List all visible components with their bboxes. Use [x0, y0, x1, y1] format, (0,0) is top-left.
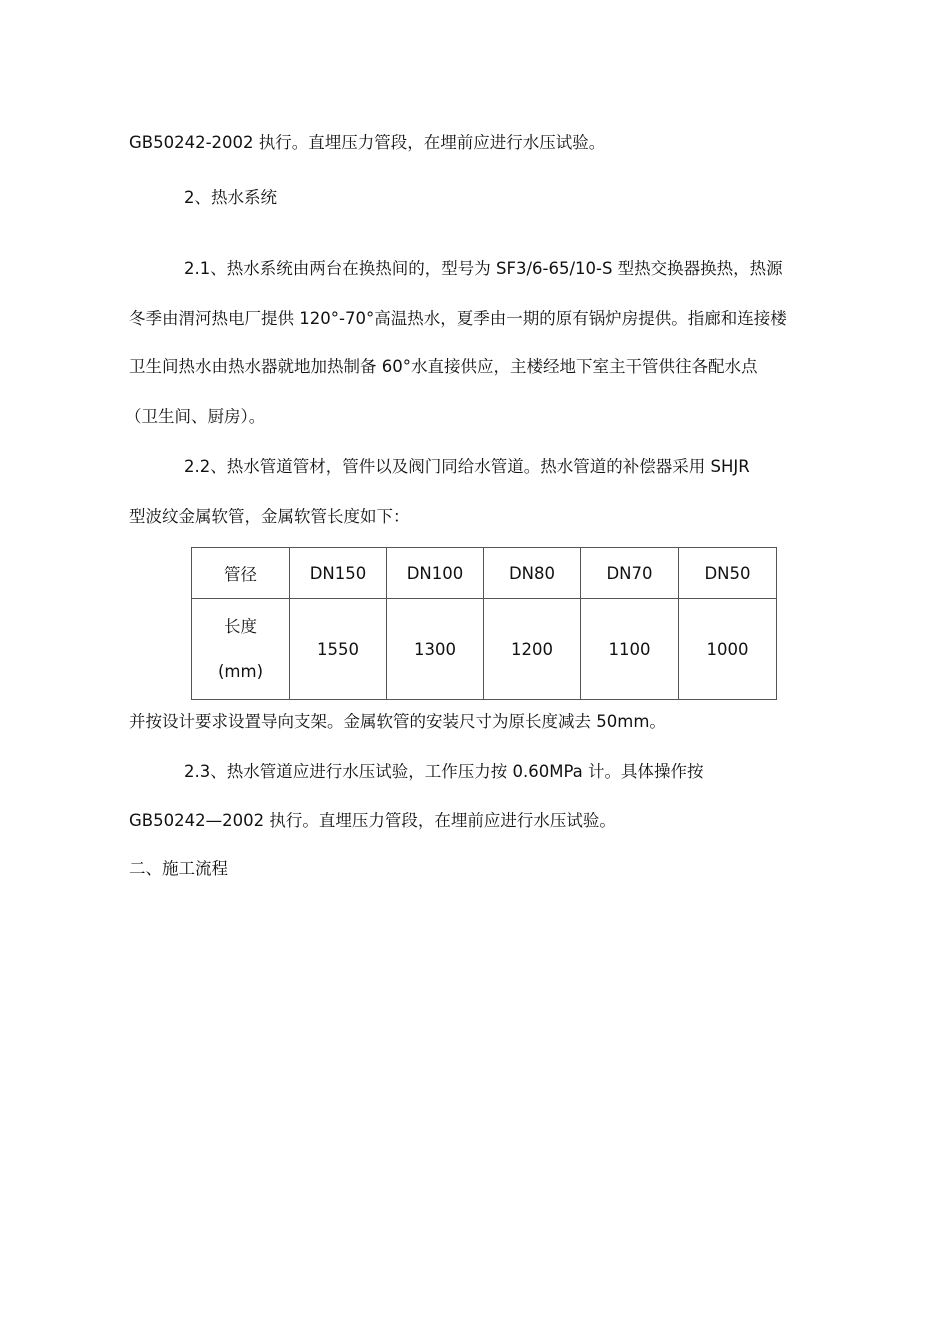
paragraph-line: GB50242-2002 执行。直埋压力管段，在埋前应进行水压试验。	[129, 133, 606, 152]
table-cell: 1100	[581, 599, 679, 700]
table-cell: 1550	[290, 599, 387, 700]
row-label-unit: (mm)	[217, 662, 264, 681]
table-cell: 1000	[679, 599, 777, 700]
paragraph-line: 型波纹金属软管，金属软管长度如下：	[129, 507, 410, 526]
paragraph-line: 2.3、热水管道应进行水压试验，工作压力按 0.60MPa 计。具体操作按	[184, 762, 704, 781]
table-header-cell: DN70	[581, 548, 679, 599]
paragraph-line: 冬季由渭河热电厂提供 120°-70°高温热水，夏季由一期的原有锅炉房提供。指廊和连接楼	[129, 309, 787, 328]
table-header-cell: 管径	[192, 548, 290, 599]
table-header-cell: DN100	[387, 548, 484, 599]
section-heading: 二、施工流程	[129, 859, 228, 878]
table-header-cell: DN150	[290, 548, 387, 599]
row-label-text: 长度	[224, 617, 257, 636]
paragraph-line: 卫生间热水由热水器就地加热制备 60°水直接供应，主楼经地下室主干管供往各配水点	[129, 357, 758, 376]
hose-length-table	[191, 547, 777, 700]
paragraph-line: （卫生间、厨房）。	[125, 407, 266, 426]
table-row-label	[192, 599, 290, 700]
table-cell: 1200	[484, 599, 581, 700]
section-heading: 2、热水系统	[184, 188, 277, 207]
table-row	[192, 548, 777, 599]
paragraph-line: 并按设计要求设置导向支架。金属软管的安装尺寸为原长度减去 50mm。	[129, 712, 666, 731]
paragraph-line: 2.1、热水系统由两台在换热间的，型号为 SF3/6-65/10-S 型热交换器换热，热源	[184, 259, 783, 278]
table-row	[192, 599, 777, 700]
table-header-cell: DN50	[679, 548, 777, 599]
paragraph-line: GB50242—2002 执行。直埋压力管段，在埋前应进行水压试验。	[129, 811, 616, 830]
table-cell: 1300	[387, 599, 484, 700]
table-header-cell: DN80	[484, 548, 581, 599]
paragraph-line: 2.2、热水管道管材，管件以及阀门同给水管道。热水管道的补偿器采用 SHJR	[184, 457, 750, 476]
